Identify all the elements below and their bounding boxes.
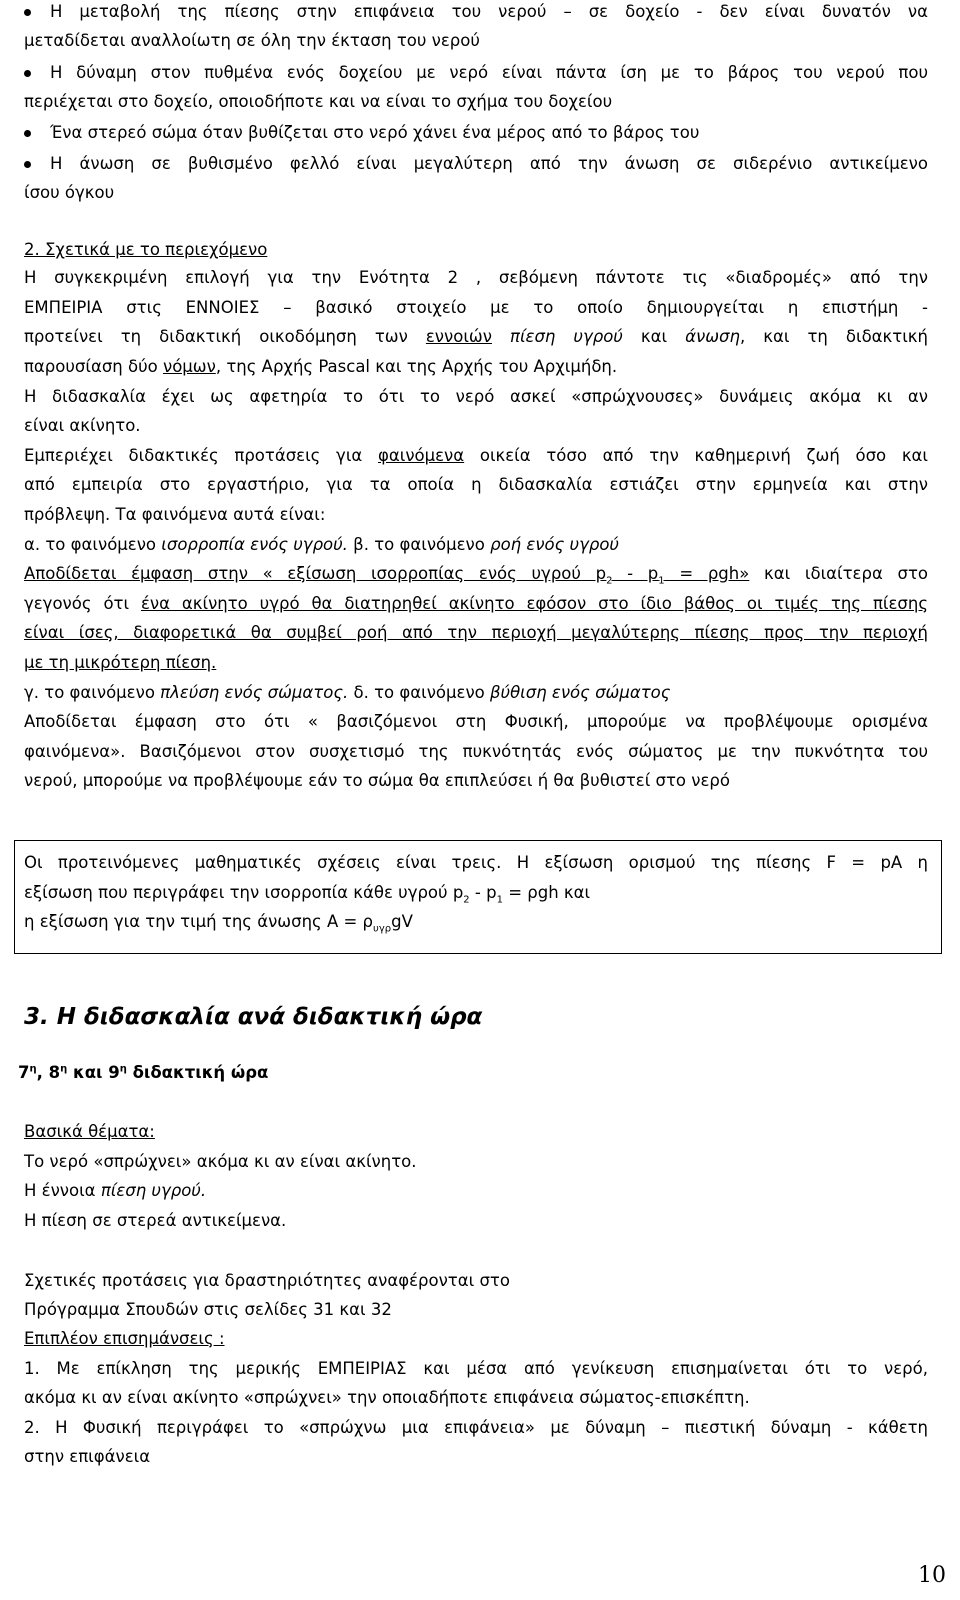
paragraph-line: είναι ακίνητο.	[24, 416, 141, 435]
paragraph-line: Εμπεριέχει διδακτικές προτάσεις για φαινόμενα οικεία τόσο από την καθημερινή ζωή όσο και	[24, 446, 928, 465]
paragraph-line: είναι ίσες, διαφορετικά θα συμβεί ροή από την περιοχή μεγαλύτερης πίεσης προς την περιοχή	[24, 623, 928, 642]
bullet-dot	[24, 161, 31, 168]
bullet-text: Η δύναμη στον πυθμένα ενός δοχείου με νερό είναι πάντα ίση με το βάρος του νερού που	[50, 63, 928, 82]
bullet-text: μεταδίδεται αναλλοίωτη σε όλη την έκταση του νερού	[24, 31, 480, 50]
bullet-text: ίσου όγκου	[24, 183, 115, 202]
topic-item: Το νερό «σπρώχνει» ακόμα κι αν είναι ακίνητο.	[24, 1152, 417, 1171]
paragraph-line: από εμπειρία στο εργαστήριο, για τα οποία η διδασκαλία εστιάζει στην ερμηνεία και στην	[24, 475, 928, 494]
paragraph-line: ακόμα κι αν είναι ακίνητο «σπρώχνει» την οποιαδήποτε επιφάνεια σώματος-επισκέπτη.	[24, 1388, 750, 1407]
paragraph-line: πρόβλεψη. Τα φαινόμενα αυτά είναι:	[24, 505, 326, 524]
paragraph-line: στην επιφάνεια	[24, 1447, 151, 1466]
paragraph-line: προτείνει τη διδακτική οικοδόμηση των εννοιών πίεση υγρού και άνωση, και τη διδακτική	[24, 327, 928, 346]
paragraph-line: 1. Με επίκληση της μερικής ΕΜΠΕΙΡΙΑΣ και μέσα από γενίκευση επισημαίνεται ότι το νερό,	[24, 1359, 928, 1378]
paragraph-line: νερού, μπορούμε να προβλέψουμε εάν το σώμα θα επιπλεύσει ή θα βυθιστεί στο νερό	[24, 771, 730, 790]
paragraph-line: φαινόμενα». Βασιζόμενοι στον συσχετισμό της πυκνότητάς ενός σώματος με την πυκνότητα του	[24, 742, 928, 761]
topic-item: Η πίεση σε στερεά αντικείμενα.	[24, 1211, 287, 1230]
topic-item: Η έννοια πίεση υγρού.	[24, 1181, 207, 1200]
formula-line: εξίσωση που περιγράφει την ισορροπία κάθε υγρού $p_2 - p_1 = \rho gh$ και	[24, 883, 591, 906]
paragraph-line: Αποδίδεται έμφαση στο ότι « βασιζόμενοι στη Φυσική, μπορούμε να προβλέψουμε ορισμένα	[24, 712, 928, 731]
paragraph-line: 2. Η Φυσική περιγράφει το «σπρώχνω μια επιφάνεια» με δύναμη – πιεστική δύναμη - κάθετη	[24, 1418, 928, 1437]
paragraph-line: παρουσίαση δύο νόμων, της Αρχής Pascal και της Αρχής του Αρχιμήδη.	[24, 357, 618, 376]
bullet-dot	[24, 70, 31, 77]
bullet-text: Η άνωση σε βυθισμένο φελλό είναι μεγαλύτερη από την άνωση σε σιδερένιο αντικείμενο	[50, 154, 928, 173]
paragraph-line: Η διδασκαλία έχει ως αφετηρία το ότι το νερό ασκεί «σπρώχνουσες» δυνάμεις ακόμα κι αν	[24, 387, 928, 406]
paragraph-line: Αποδίδεται έμφαση στην « εξίσωση ισορροπίας ενός υγρού $p_2 - p_1 = \rho gh$» και ιδιαίτερα στο	[24, 564, 928, 587]
section-heading: 3. Η διδασκαλία ανά διδακτική ώρα	[24, 1004, 483, 1030]
page-number: 10	[918, 1563, 946, 1588]
notes-label: Επιπλέον επισημάνσεις :	[24, 1329, 225, 1348]
paragraph-line: με τη μικρότερη πίεση.	[24, 653, 217, 672]
bullet-dot	[24, 9, 31, 16]
formula-line: Οι προτεινόμενες μαθηματικές σχέσεις είναι τρεις. Η εξίσωση ορισμού της πίεσης F = pA η	[24, 853, 928, 872]
paragraph-line: Σχετικές προτάσεις για δραστηριότητες αναφέρονται στο	[24, 1271, 510, 1290]
paragraph-line: Η συγκεκριμένη επιλογή για την Ενότητα 2 , σεβόμενη πάντοτε τις «διαδρομές» από την	[24, 268, 928, 287]
paragraph-line: ΕΜΠΕΙΡΙΑ στις ΕΝΝΟΙΕΣ – βασικό στοιχείο με το οποίο δημιουργείται η επιστήμη -	[24, 298, 928, 317]
bullet-text: Η μεταβολή της πίεσης στην επιφάνεια του νερού – σε δοχείο - δεν είναι δυνατόν να	[50, 2, 928, 21]
paragraph-line: γ. το φαινόμενο πλεύση ενός σώματος. δ. το φαινόμενο βύθιση ενός σώματος	[24, 683, 671, 702]
topics-label: Βασικά θέματα:	[24, 1122, 155, 1141]
bullet-text: περιέχεται στο δοχείο, οποιοδήποτε και να είναι το σχήμα του δοχείου	[24, 92, 613, 111]
lesson-hours-heading: $7^\eta$, $8^\eta$ και $9^\eta$ διδακτική ώρα	[18, 1063, 269, 1082]
paragraph-line: α. το φαινόμενο ισορροπία ενός υγρού. β. το φαινόμενο ροή ενός υγρού	[24, 535, 619, 554]
paragraph-line: Πρόγραμμα Σπουδών στις σελίδες 31 και 32	[24, 1300, 392, 1319]
paragraph-line: γεγονός ότι ένα ακίνητο υγρό θα διατηρηθεί ακίνητο εφόσον στο ίδιο βάθος οι τιμές της πίεσης	[24, 594, 929, 613]
bullet-text: Ένα στερεό σώμα όταν βυθίζεται στο νερό χάνει ένα μέρος από το βάρος του	[50, 123, 700, 142]
bullet-dot	[24, 130, 31, 137]
formula-line: η εξίσωση για την τιμή της άνωσης $A = \rho_{\upsilon\gamma\rho}gV$	[24, 912, 413, 935]
section-heading: 2. Σχετικά με το περιεχόμενο	[24, 240, 268, 259]
